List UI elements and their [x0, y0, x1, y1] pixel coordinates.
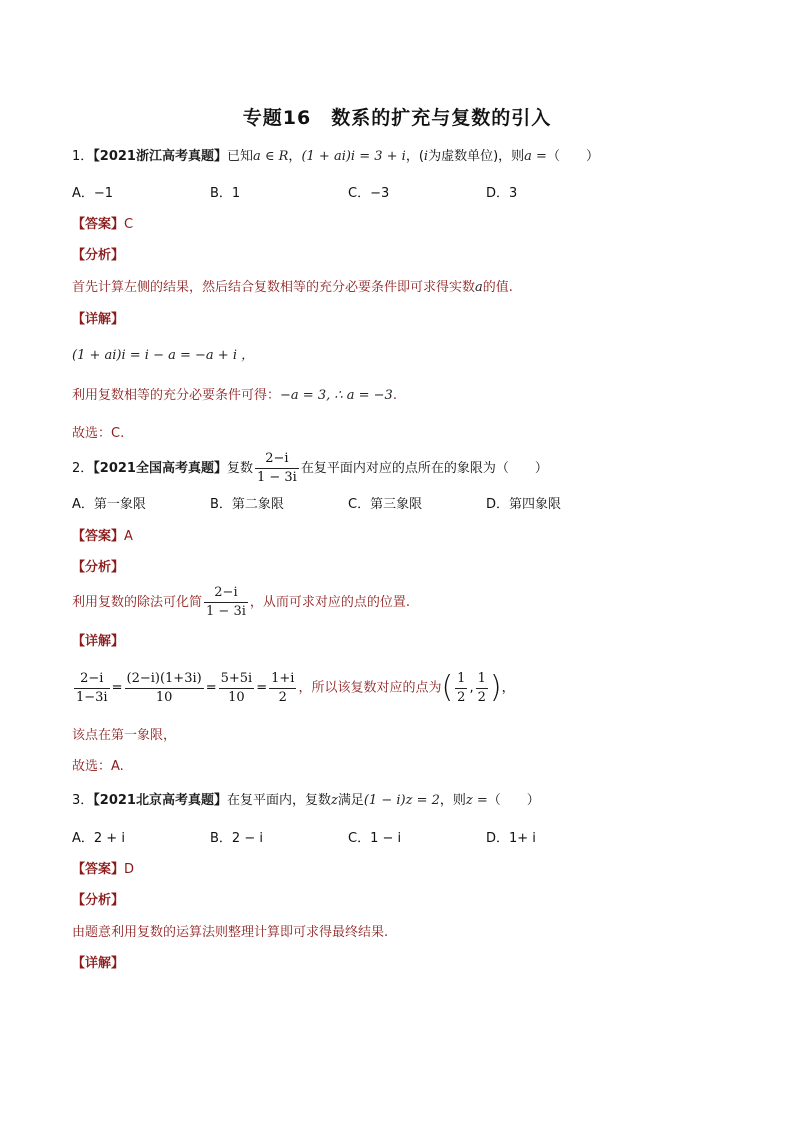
q3-source: 【2021北京高考真题】: [93, 793, 227, 808]
equals-sign: =: [256, 680, 268, 696]
q1-stem-text: ，: [288, 149, 302, 164]
fraction-numerator: 1+i: [269, 670, 296, 689]
q1-detail-math: [72, 346, 254, 366]
q2-detail-tag: 【详解】: [72, 634, 125, 649]
fraction-numerator: (2−i)(1+3i): [125, 670, 204, 689]
q2-detail-2: 该点在第一象限，: [72, 728, 177, 743]
fraction-numerator: 2−i: [204, 584, 248, 603]
q3-math: (1 − i)z = 2: [363, 793, 440, 808]
point-y: [476, 670, 488, 707]
q2-choice-b: B．第二象限: [210, 497, 284, 512]
q3-stem-text: 满足: [337, 793, 364, 808]
q1-select: 故选：C.: [72, 426, 125, 441]
q1-stem-text: （ ）: [546, 149, 599, 164]
analysis-text: 利用复数的除法可化简: [72, 595, 203, 610]
answer-value: D: [124, 862, 135, 877]
q3-choice-b: B．2 − i: [210, 831, 263, 846]
fraction-denominator: 2: [477, 689, 486, 705]
q1-stem-text: 为虚数单位)，则: [428, 149, 525, 164]
q2-analysis-tag: 【分析】: [72, 560, 125, 575]
fraction-denominator: 2: [278, 689, 287, 705]
fraction-denominator: 1 − 3i: [206, 604, 246, 619]
q3-stem: [72, 791, 540, 811]
q1-math: i: [423, 149, 429, 164]
equation-text: ，: [501, 680, 515, 696]
fraction-denominator: 1−3i: [76, 689, 108, 705]
fraction-denominator: 10: [228, 689, 245, 705]
q3-stem-text: ，则: [439, 793, 466, 808]
q1-math: (1 + ai)i = 3 + i: [301, 149, 406, 164]
q3-math: z =: [465, 793, 488, 808]
q1-number: 1．: [72, 149, 94, 164]
q3-stem-text: 在复平面内，复数: [226, 793, 331, 808]
q1-choice-c: C．−3: [348, 186, 390, 201]
q3-number: 3．: [72, 793, 94, 808]
equals-sign: =: [205, 680, 217, 696]
q3-detail-tag: 【详解】: [72, 956, 125, 971]
comma: ,: [469, 680, 474, 696]
q3-stem-text: （ ）: [487, 793, 540, 808]
q2-fraction: [255, 450, 299, 487]
q2-answer: [72, 527, 133, 547]
fraction-denominator: 2: [457, 689, 466, 705]
q1-choice-d: D．3: [486, 186, 518, 201]
q1-detail-2: [72, 386, 397, 406]
answer-tag: 【答案】: [72, 217, 125, 232]
q1-math: a =: [524, 149, 547, 164]
answer-value: A: [124, 529, 133, 544]
eq-fraction-3: [219, 670, 255, 707]
q1-analysis: [72, 278, 513, 298]
fraction-numerator: 2−i: [74, 670, 110, 689]
eq-fraction-1: [74, 670, 110, 707]
q1-choice-b: B．1: [210, 186, 241, 201]
analysis-text: 首先计算左侧的结果，然后结合复数相等的充分必要条件即可求得实数: [72, 280, 476, 295]
q2-stem: [72, 450, 548, 488]
q3-answer: [72, 860, 134, 880]
detail-text: .: [392, 388, 397, 403]
q2-choice-a: A．第一象限: [72, 497, 146, 512]
q3-choice-d: D．1+ i: [486, 831, 536, 846]
eq-fraction-4: [269, 670, 296, 707]
point-x: [455, 670, 467, 707]
equation-text: ，所以该复数对应的点为: [298, 680, 442, 696]
analysis-text: 的值.: [482, 280, 513, 295]
equals-sign: =: [111, 680, 123, 696]
answer-tag: 【答案】: [72, 529, 125, 544]
q3-choice-a: A．2 + i: [72, 831, 125, 846]
fraction-numerator: 1: [455, 670, 467, 689]
fraction-denominator: 10: [155, 689, 173, 705]
q2-select: 故选：A.: [72, 759, 124, 774]
fraction-numerator: 5+5i: [219, 670, 255, 689]
analysis-math: a: [475, 280, 483, 295]
q1-stem-text: 已知: [226, 149, 253, 164]
q2-detail-equation: [72, 666, 515, 711]
q1-source: 【2021浙江高考真题】: [93, 149, 227, 164]
q1-math: a ∈ R: [252, 149, 289, 164]
q2-number: 2．: [72, 461, 94, 476]
fraction-numerator: 2−i: [255, 450, 299, 469]
q2-analysis: [72, 584, 410, 622]
fraction-denominator: 1 − 3i: [256, 470, 297, 485]
q1-stem: [72, 147, 599, 167]
q3-choice-c: C．1 − i: [348, 831, 402, 846]
q3-analysis-tag: 【分析】: [72, 893, 125, 908]
q3-analysis: 由题意利用复数的运算法则整理计算即可求得最终结果.: [72, 925, 389, 940]
detail-math: (1 + ai)i = i − a = −a + i ，: [72, 348, 255, 363]
answer-value: C: [124, 217, 134, 232]
detail-math: −a = 3, ∴ a = −3: [280, 388, 393, 403]
page-title: 专题16 数系的扩充与复数的引入: [242, 107, 552, 129]
eq-fraction-2: [125, 670, 204, 707]
q1-analysis-tag: 【分析】: [72, 248, 125, 263]
fraction-numerator: 1: [476, 670, 488, 689]
analysis-fraction: [204, 584, 248, 621]
q1-detail-tag: 【详解】: [72, 312, 125, 327]
right-paren: ): [489, 670, 502, 705]
q1-stem-text: ，(: [405, 149, 424, 164]
q2-source: 【2021全国高考真题】: [93, 461, 227, 476]
answer-tag: 【答案】: [72, 862, 125, 877]
q2-stem-text: 在复平面内对应的点所在的象限为（ ）: [300, 461, 548, 476]
q2-stem-text: 复数: [226, 461, 253, 476]
analysis-text: ，从而可求对应的点的位置.: [249, 595, 411, 610]
q1-answer: [72, 215, 133, 235]
left-paren: (: [441, 670, 454, 705]
q3-math: z: [330, 793, 338, 808]
q2-choice-c: C．第三象限: [348, 497, 423, 512]
detail-text: 利用复数相等的充分必要条件可得：: [72, 388, 281, 403]
q2-choice-d: D．第四象限: [486, 497, 562, 512]
q1-choice-a: A．−1: [72, 186, 114, 201]
